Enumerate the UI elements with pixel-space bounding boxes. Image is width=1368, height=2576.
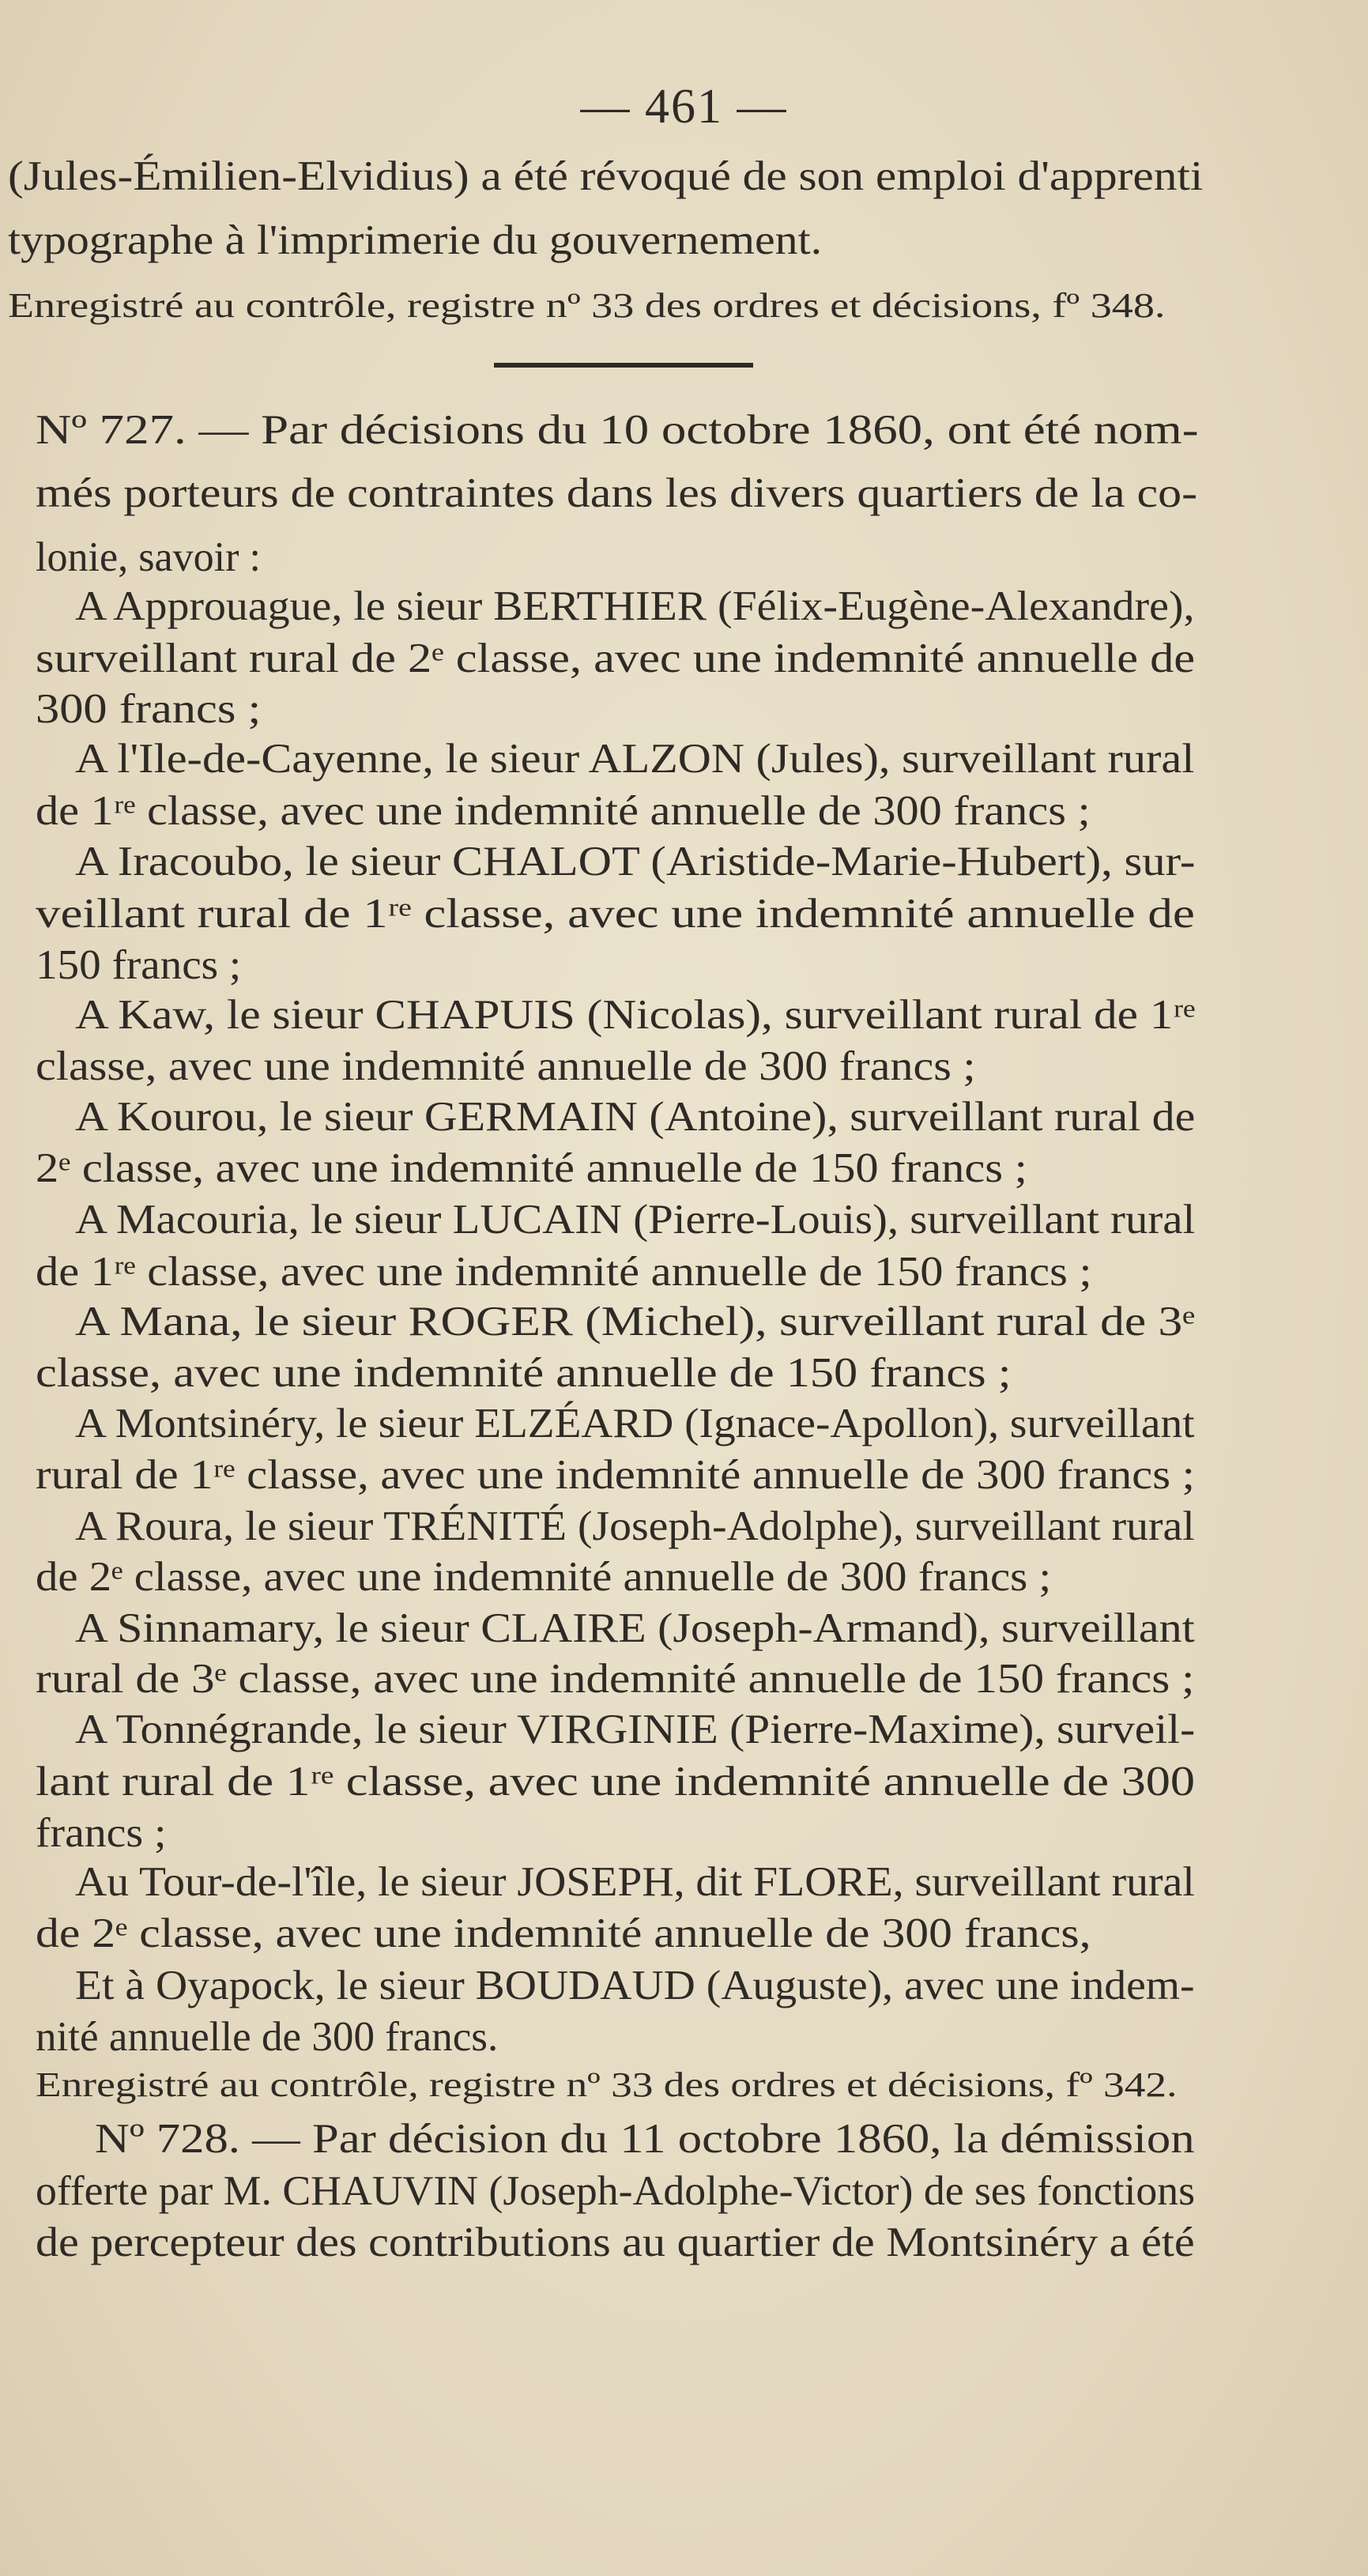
registration-note: Enregistré au contrôle, registre nº 33 des ordres et décisions, fº 348. [8,286,1166,325]
text-line: A Kaw, le sieur CHAPUIS (Nicolas), surveillant rural de 1ʳᵉ [75,992,1196,1038]
text-line: 150 francs ; [36,942,242,988]
text-line: lonie, savoir : [36,534,261,580]
text-line: francs ; [36,1810,167,1856]
text-line: 300 francs ; [36,686,262,732]
text-line: Au Tour-de-l'île, le sieur JOSEPH, dit FLORE, surveillant rural [75,1859,1195,1905]
text-line: de percepteur des contributions au quartier de Montsinéry a été [36,2220,1195,2265]
text-line: nité annuelle de 300 francs. [36,2014,499,2060]
text-line: surveillant rural de 2ᵉ classe, avec une indemnité annuelle de [36,636,1196,681]
text-line: Nº 728. — Par décision du 11 octobre 1860, la démission [95,2116,1195,2162]
registration-note: Enregistré au contrôle, registre nº 33 des ordres et décisions, fº 342. [36,2065,1178,2104]
text-line: A Roura, le sieur TRÉNITÉ (Joseph-Adolphe), surveillant rural [75,1503,1195,1549]
section-divider [494,363,753,368]
text-line: offerte par M. CHAUVIN (Joseph-Adolphe-Victor) de ses fonctions [36,2168,1196,2214]
text-line: més porteurs de contraintes dans les divers quartiers de la co- [36,470,1198,516]
text-line: typographe à l'imprimerie du gouvernement. [8,217,823,263]
text-line: A Sinnamary, le sieur CLAIRE (Joseph-Armand), surveillant [75,1605,1195,1651]
text-line: classe, avec une indemnité annuelle de 150 francs ; [36,1350,1012,1396]
text-line: de 1ʳᵉ classe, avec une indemnité annuelle de 300 francs ; [36,788,1091,834]
text-line: A Mana, le sieur ROGER (Michel), surveillant rural de 3ᵉ [75,1299,1196,1345]
text-line: A Kourou, le sieur GERMAIN (Antoine), surveillant rural de [75,1094,1196,1140]
text-line: classe, avec une indemnité annuelle de 300 francs ; [36,1043,976,1089]
text-line: A Iracoubo, le sieur CHALOT (Aristide-Marie-Hubert), sur- [75,839,1196,884]
text-line: lant rural de 1ʳᵉ classe, avec une indemnité annuelle de 300 [36,1759,1196,1805]
text-line: A Tonnégrande, le sieur VIRGINIE (Pierre-Maxime), surveil- [75,1707,1196,1752]
text-line: Et à Oyapock, le sieur BOUDAUD (Auguste), avec une indem- [75,1963,1195,2008]
text-line: A Montsinéry, le sieur ELZÉARD (Ignace-Apollon), surveillant [75,1401,1195,1446]
page-number: — 461 — [580,80,788,134]
text-line: de 2ᵉ classe, avec une indemnité annuelle de 300 francs, [36,1910,1091,1956]
text-line: rural de 3ᵉ classe, avec une indemnité annuelle de 150 francs ; [36,1656,1195,1702]
text-line: Nº 727. — Par décisions du 10 octobre 1860, ont été nom- [36,407,1199,453]
text-line: 2ᵉ classe, avec une indemnité annuelle de 150 francs ; [36,1145,1027,1191]
text-line: rural de 1ʳᵉ classe, avec une indemnité annuelle de 300 francs ; [36,1452,1195,1498]
text-line: A Approuague, le sieur BERTHIER (Félix-Eugène-Alexandre), [75,583,1195,629]
text-line: veillant rural de 1ʳᵉ classe, avec une indemnité annuelle de [36,891,1195,937]
text-line: (Jules-Émilien-Elvidius) a été révoqué de son emploi d'apprenti [8,153,1204,199]
text-line: de 1ʳᵉ classe, avec une indemnité annuelle de 150 francs ; [36,1249,1092,1295]
text-line: A Macouria, le sieur LUCAIN (Pierre-Louis), surveillant rural [75,1197,1196,1243]
text-line: A l'Ile-de-Cayenne, le sieur ALZON (Jules), surveillant rural [75,736,1195,782]
text-line: de 2ᵉ classe, avec une indemnité annuelle de 300 francs ; [36,1554,1052,1600]
